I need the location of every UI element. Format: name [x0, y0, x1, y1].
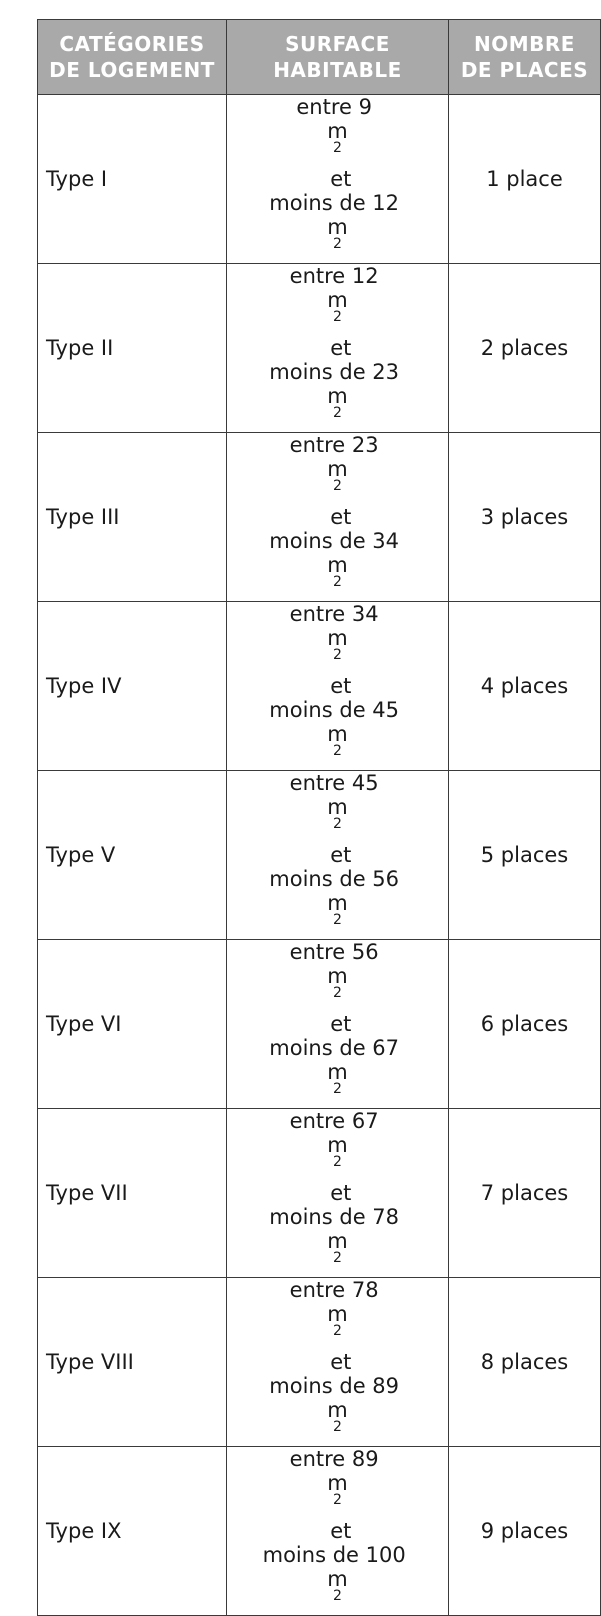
places-cell: 8 places [449, 1278, 601, 1447]
surface-text: entre 89 [289, 1447, 386, 1471]
surface-cell [227, 1109, 449, 1278]
surface-text: moins de 34 [269, 529, 406, 553]
header-line: NOMBRE [474, 32, 575, 56]
unit-text: m [327, 626, 348, 650]
unit-text: m [327, 457, 348, 481]
unit-exponent: 2 [333, 140, 342, 156]
places-cell: 5 places [449, 771, 601, 940]
surface-text: et [323, 674, 352, 698]
unit-text: m [327, 1471, 348, 1495]
surface-text: et [323, 1012, 352, 1036]
surface-line [227, 433, 448, 529]
surface-text: moins de 100 [262, 1543, 413, 1567]
surface-text: moins de 67 [269, 1036, 406, 1060]
category-cell: Type II [38, 264, 227, 433]
table-row [38, 1447, 601, 1616]
header-housing-category [38, 20, 227, 95]
category-cell: Type VI [38, 940, 227, 1109]
unit-exponent: 2 [333, 1154, 342, 1170]
unit-text: m [327, 964, 348, 988]
surface-text: moins de 56 [269, 867, 406, 891]
unit-exponent: 2 [333, 309, 342, 325]
table-row [38, 602, 601, 771]
table-row [38, 1278, 601, 1447]
surface-line [227, 602, 448, 698]
unit-text: m [327, 722, 348, 746]
category-cell: Type IX [38, 1447, 227, 1616]
surface-line [227, 1109, 448, 1205]
surface-text: moins de 78 [269, 1205, 406, 1229]
header-number-of-places [449, 20, 601, 95]
surface-line [227, 1205, 448, 1277]
unit-exponent: 2 [333, 1250, 342, 1266]
surface-line [227, 867, 448, 939]
surface-line [227, 360, 448, 432]
surface-text: et [323, 167, 352, 191]
table-row [38, 95, 601, 264]
surface-text: entre 23 [289, 433, 386, 457]
unit-exponent: 2 [333, 912, 342, 928]
surface-text: et [323, 843, 352, 867]
table-body [38, 95, 601, 1616]
table-row [38, 264, 601, 433]
surface-cell [227, 771, 449, 940]
unit-exponent: 2 [333, 985, 342, 1001]
unit-exponent: 2 [333, 1323, 342, 1339]
places-cell: 7 places [449, 1109, 601, 1278]
unit-exponent: 2 [333, 405, 342, 421]
surface-line [227, 940, 448, 1036]
unit-text: m [327, 1060, 348, 1084]
surface-text: moins de 89 [269, 1374, 406, 1398]
unit-exponent: 2 [333, 478, 342, 494]
category-cell: Type VII [38, 1109, 227, 1278]
surface-line [227, 264, 448, 360]
places-cell: 1 place [449, 95, 601, 264]
unit-text: m [327, 553, 348, 577]
surface-line [227, 1374, 448, 1446]
surface-cell [227, 433, 449, 602]
unit-text: m [327, 215, 348, 239]
surface-cell [227, 1447, 449, 1616]
header-line: CATÉGORIES [59, 32, 205, 56]
surface-line [227, 1036, 448, 1108]
header-row [38, 20, 601, 95]
category-cell: Type III [38, 433, 227, 602]
unit-text: m [327, 384, 348, 408]
header-line: DE LOGEMENT [49, 58, 215, 82]
surface-text: et [323, 505, 352, 529]
surface-text: entre 12 [289, 264, 386, 288]
housing-categories-table [37, 19, 601, 1616]
surface-text: moins de 23 [269, 360, 406, 384]
unit-text: m [327, 1302, 348, 1326]
surface-cell [227, 602, 449, 771]
surface-text: et [323, 1519, 352, 1543]
surface-line [227, 698, 448, 770]
surface-cell [227, 95, 449, 264]
unit-text: m [327, 1567, 348, 1591]
unit-exponent: 2 [333, 574, 342, 590]
unit-exponent: 2 [333, 1588, 342, 1604]
surface-text: moins de 12 [269, 191, 406, 215]
category-cell: Type IV [38, 602, 227, 771]
surface-cell [227, 940, 449, 1109]
places-cell: 2 places [449, 264, 601, 433]
surface-line [227, 1447, 448, 1543]
unit-exponent: 2 [333, 236, 342, 252]
surface-line [227, 529, 448, 601]
unit-exponent: 2 [333, 1419, 342, 1435]
unit-text: m [327, 1133, 348, 1157]
unit-text: m [327, 891, 348, 915]
unit-text: m [327, 795, 348, 819]
category-cell: Type I [38, 95, 227, 264]
unit-exponent: 2 [333, 1081, 342, 1097]
surface-text: entre 45 [289, 771, 386, 795]
surface-text: et [323, 336, 352, 360]
surface-text: et [323, 1350, 352, 1374]
unit-exponent: 2 [333, 647, 342, 663]
table-row [38, 940, 601, 1109]
category-cell: Type V [38, 771, 227, 940]
surface-text: entre 67 [289, 1109, 386, 1133]
surface-cell [227, 1278, 449, 1447]
places-cell: 6 places [449, 940, 601, 1109]
unit-text: m [327, 288, 348, 312]
header-living-area [227, 20, 449, 95]
surface-text: entre 34 [289, 602, 386, 626]
header-line: HABITABLE [273, 58, 402, 82]
surface-text: moins de 45 [269, 698, 406, 722]
header-line: DE PLACES [460, 58, 589, 82]
surface-line [227, 191, 448, 263]
surface-text: entre 78 [289, 1278, 386, 1302]
unit-exponent: 2 [333, 1492, 342, 1508]
surface-line [227, 95, 448, 191]
unit-text: m [327, 119, 348, 143]
table-header [38, 20, 601, 95]
surface-line [227, 1278, 448, 1374]
surface-text: entre 56 [289, 940, 386, 964]
category-cell: Type VIII [38, 1278, 227, 1447]
header-line: SURFACE [285, 32, 390, 56]
unit-exponent: 2 [333, 743, 342, 759]
surface-line [227, 771, 448, 867]
surface-text: et [323, 1181, 352, 1205]
unit-text: m [327, 1229, 348, 1253]
surface-line [227, 1543, 448, 1615]
table-row [38, 433, 601, 602]
unit-text: m [327, 1398, 348, 1422]
places-cell: 9 places [449, 1447, 601, 1616]
table-row [38, 771, 601, 940]
table-row [38, 1109, 601, 1278]
surface-cell [227, 264, 449, 433]
surface-text: entre 9 [296, 95, 379, 119]
places-cell: 3 places [449, 433, 601, 602]
unit-exponent: 2 [333, 816, 342, 832]
places-cell: 4 places [449, 602, 601, 771]
